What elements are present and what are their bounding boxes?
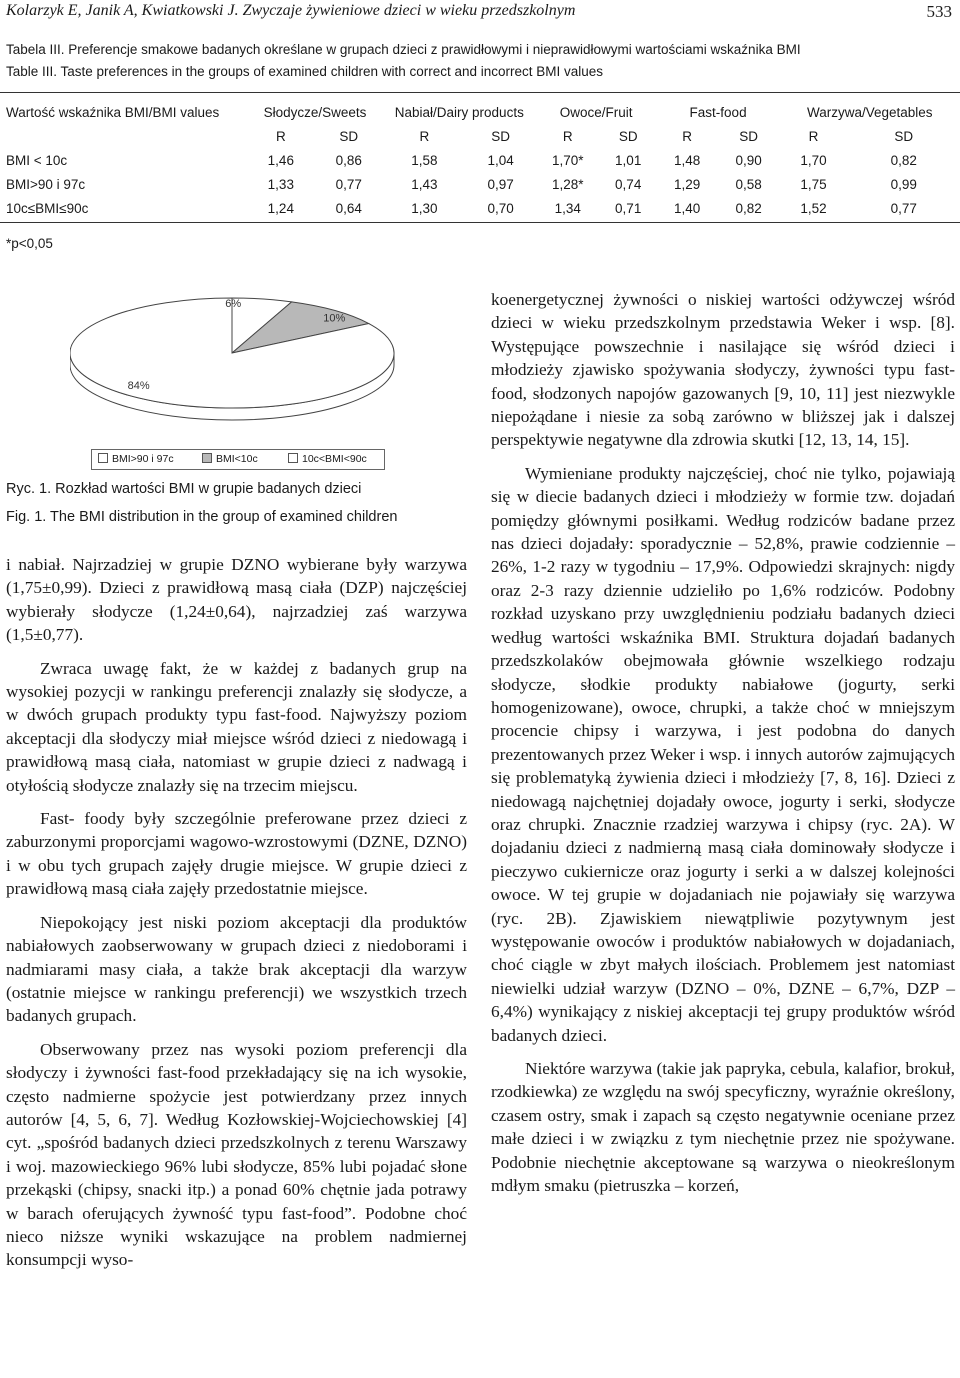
paragraph: Zwraca uwagę fakt, że w każdej z badanych grup na wysokiej pozycji w rankingu preferencji znalazły się słodycze, a w dwóch grupach produkty typu fast-food. Najwyższy poziom akceptacji dla słodyczy miał miejsce wśród dzieci z niedowagą i prawidłową masą ciała, natomiast w grupie dzieci z nadwagą i otyłością słodycze znalazły się na trzecim miejscu. bbox=[6, 658, 467, 795]
table-cell: 1,28* bbox=[551, 176, 584, 192]
legend-label: BMI>90 i 97c bbox=[112, 453, 174, 465]
subheader-r: R bbox=[419, 128, 430, 144]
table-cell: 0,86 bbox=[335, 152, 362, 168]
table-cell: 1,75 bbox=[800, 176, 827, 192]
paragraph: i nabiał. Najrzadziej w grupie DZNO wybierane były warzywa (1,75±0,99). Dzieci z prawidłową masą ciała (DZP) najczęściej wybierały słodycze (1,24±0,64), najrzadziej zaś warzywa (1,5±0,77). bbox=[6, 555, 467, 645]
subheader-r: R bbox=[808, 128, 819, 144]
table-cell: 0,64 bbox=[335, 200, 362, 216]
table-cell: 1,30 bbox=[411, 200, 438, 216]
table-cell: 1,58 bbox=[411, 152, 438, 168]
pie-data-label: 6% bbox=[225, 298, 242, 311]
paragraph: koenergetycznej żywności o niskiej wartości odżywczej wśród dzieci w wieku przedszkolnym przedstawia Weker i wsp. [8]. Występujące powszechnie i nasilające się wśród dzieci i młodzieży zjawisko spożywania słodyczy, żywności typu fast-food, słodzonych napojów gazowanych [9, 10, 11] jest niezwykle niepożądane i niesie za sobą zarówno w bliższej jak i dalszej perspektywie negatywne dla zdrowia skutki [12, 13, 14, 15]. bbox=[491, 290, 955, 450]
subheader-r: R bbox=[682, 128, 693, 144]
table-cell: 0,97 bbox=[487, 176, 514, 192]
legend-label: 10c<BMI<90c bbox=[302, 453, 367, 465]
bmi-pie-chart bbox=[70, 290, 395, 475]
paragraph: Fast- foody były szczególnie preferowane przez dzieci z zaburzonymi proporcjami wagowo-wzrostowymi (DZNE, DZNO) i w obu tych grupach zajęły drugie miejsce. W grupie dzieci z prawidłową masą ciała zajęły przedostatnie miejsce. bbox=[6, 809, 467, 899]
table-cell: 0,58 bbox=[735, 176, 762, 192]
pie-data-label: 84% bbox=[127, 379, 150, 392]
right-text-column bbox=[491, 288, 955, 1197]
legend-item bbox=[288, 453, 367, 465]
table-footnote: *p<0,05 bbox=[6, 236, 53, 251]
table-cell: 1,46 bbox=[267, 152, 294, 168]
table-row bbox=[0, 196, 960, 220]
row-label: BMI < 10c bbox=[6, 152, 68, 168]
legend-item bbox=[98, 453, 174, 465]
row-header-label: Wartość wskaźnika BMI/BMI values bbox=[6, 104, 220, 120]
table-row bbox=[0, 172, 960, 196]
table-cell: 1,01 bbox=[615, 152, 642, 168]
table-cell: 1,70 bbox=[800, 152, 827, 168]
subheader-sd: SD bbox=[894, 128, 914, 144]
table-cell: 0,77 bbox=[890, 200, 917, 216]
table-cell: 0,77 bbox=[335, 176, 362, 192]
subheader-sd: SD bbox=[491, 128, 511, 144]
table-cell: 1,34 bbox=[554, 200, 581, 216]
table-cell: 0,90 bbox=[735, 152, 762, 168]
taste-preferences-table bbox=[0, 100, 960, 220]
table-cell: 0,70 bbox=[487, 200, 514, 216]
page-number: 533 bbox=[926, 2, 952, 21]
table-cell: 1,04 bbox=[487, 152, 514, 168]
group-header-vegetables: Warzywa/Vegetables bbox=[806, 104, 933, 120]
table-bottom-rule bbox=[0, 222, 960, 223]
table-cell: 1,43 bbox=[411, 176, 438, 192]
subheader-sd: SD bbox=[739, 128, 758, 144]
table-cell: 0,74 bbox=[615, 176, 642, 192]
table-cell: 0,82 bbox=[735, 200, 762, 216]
paragraph: Niektóre warzywa (takie jak papryka, cebula, kalafior, brokuł, rzodkiewka) ze względu na swój specyficzny, wyraźnie określony, czasem ostry, smak i zapach są często negatywnie oceniane przez małe dzieci i w związku z tym niechętnie przez nie spożywane. Podobnie niechętnie akceptowane są warzywa o nieokreślonym mdłym smaku (pietruszka – korzeń, bbox=[491, 1059, 955, 1196]
figure-caption-en: Fig. 1. The BMI distribution in the group of examined children bbox=[6, 509, 398, 525]
paragraph: Wymieniane produkty najczęściej, choć nie tylko, pojawiają się w diecie badanych dzieci i młodzieży w formie tzw. dojadań pomiędzy głównymi posiłkami. Według rodziców badane przez nas dzieci dojadały: sporadycznie – 52,8%, prawie codziennie – 26%, 1-2 razy w tygodniu – 17,9%. Odpowiedzi skrajnych: nigdy oraz 2-3 razy dziennie udzieliło po 1,6% rodziców. Podobny rozkład uzyskano przy uwzględnieniu podziału badanych dzieci według wartości wskaźnika BMI. Struktura dojadań badanych przedszkolaków obejmowała głównie wszelkiego rodzaju słodycze, słodkie produkty nabiałowe (jogurty, serki homogenizowane), owoce, chrupki, a także choć w mniejszym procencie chipsy i warzywa, i jest podobna do danych prezentowanych przez Weker i wsp. i innych autorów zajmujących się problematyką żywienia dzieci i młodzieży [7, 8, 16]. Dzieci z niedowagą najchętniej dojadały owoce, jogurty i serki, słodycze oraz chrupki. Znacznie rzadziej warzywa i chipsy (ryc. 2A). W dojadaniu dzieci z nadmierną masą ciała dominowały słodycze i pieczywo cukiernicze oraz jogurty i serki a w dalszej kolejności owoce. W tej grupie w dojadaniach nie pojawiały się warzywa (ryc. 2B). Zjawiskiem niewątpliwie pozytywnym jest występowanie owoców i produktów nabiałowych w dojadaniach, choć ciągle w zbyt małych ilościach. Problemem jest natomiast niewielki udział warzyw (DZNO – 0%, DZNE – 6,7%, DZP – 6,4%) wynikający z niskiej akceptacji tej grupy produktów wśród badanych dzieci. bbox=[491, 463, 955, 1045]
table-cell: 1,29 bbox=[674, 176, 701, 192]
group-header-fastfood: Fast-food bbox=[689, 104, 747, 120]
subheader-sd: SD bbox=[618, 128, 638, 144]
subheader-sd: SD bbox=[339, 128, 359, 144]
table-caption-pl: Tabela III. Preferencje smakowe badanych określane w grupach dzieci z prawidłowymi i nieprawidłowymi wartościami wskaźnika BMI bbox=[6, 42, 801, 57]
row-label: BMI>90 i 97c bbox=[6, 176, 86, 192]
table-cell: 1,52 bbox=[800, 200, 827, 216]
legend-swatch bbox=[98, 453, 108, 463]
table-row bbox=[0, 148, 960, 172]
table-cell: 1,33 bbox=[267, 176, 294, 192]
table-cell: 1,70* bbox=[551, 152, 584, 168]
legend-swatch bbox=[288, 453, 298, 463]
group-header-fruit: Owoce/Fruit bbox=[559, 104, 633, 120]
table-cell: 0,99 bbox=[890, 176, 917, 192]
legend-swatch bbox=[202, 453, 212, 463]
table-cell: 1,48 bbox=[674, 152, 701, 168]
group-header-dairy: Nabiał/Dairy products bbox=[394, 104, 524, 120]
table-subheader-row bbox=[0, 124, 960, 148]
row-label: 10c≤BMI≤90c bbox=[6, 200, 89, 216]
group-header-sweets: Słodycze/Sweets bbox=[263, 104, 367, 120]
paragraph: Obserwowany przez nas wysoki poziom preferencji dla słodyczy i żywności fast-food przekładający się na ich wysokie, często nadmierne spożycie jest potwierdzany przez innych autorów [4, 5, 6, 7]. Według Kozłowskiej-Wojciechowskiej [4] cyt. „spośród badanych dzieci przedszkolnych z terenu Warszawy i woj. mazowieckiego 96% lubi słodycze, 85% lubi pojadać słone przekąski (chipsy, snacki itp.) a ponad 60% chętnie jada potrawy w barach oferujących żywność typu fast-food”. Podobne choć nieco niższe wyniki wskazujące na problem nadmiernej konsumpcji wyso- bbox=[6, 1039, 467, 1270]
legend-item bbox=[202, 453, 258, 465]
table-cell: 1,24 bbox=[267, 200, 294, 216]
table-group-header-row bbox=[0, 100, 960, 124]
table-cell: 0,71 bbox=[615, 200, 642, 216]
paragraph: Niepokojący jest niski poziom akceptacji dla produktów nabiałowych zaobserwowany w grupach dzieci z niedoborami i nadmiarami masy ciała, a także brak akceptacji dla warzyw (ostatnie miejsce w rankingu preferencji) we wszystkich trzech badanych grupach. bbox=[6, 912, 467, 1026]
table-caption-en: Table III. Taste preferences in the groups of examined children with correct and incorrect BMI values bbox=[6, 64, 604, 79]
figure-caption-pl: Ryc. 1. Rozkład wartości BMI w grupie badanych dzieci bbox=[6, 481, 362, 497]
left-text-column bbox=[6, 553, 467, 1272]
subheader-r: R bbox=[562, 128, 573, 144]
subheader-r: R bbox=[275, 128, 286, 144]
table-cell: 0,82 bbox=[890, 152, 917, 168]
pie-data-label: 10% bbox=[323, 312, 346, 325]
running-title: Kolarzyk E, Janik A, Kwiatkowski J. Zwyczaje żywieniowe dzieci w wieku przedszkolnym bbox=[6, 2, 576, 19]
running-header bbox=[0, 0, 960, 28]
chart-legend bbox=[91, 449, 385, 470]
table-cell: 1,40 bbox=[674, 200, 701, 216]
legend-label: BMI<10c bbox=[216, 453, 258, 465]
table-top-rule bbox=[0, 92, 960, 93]
